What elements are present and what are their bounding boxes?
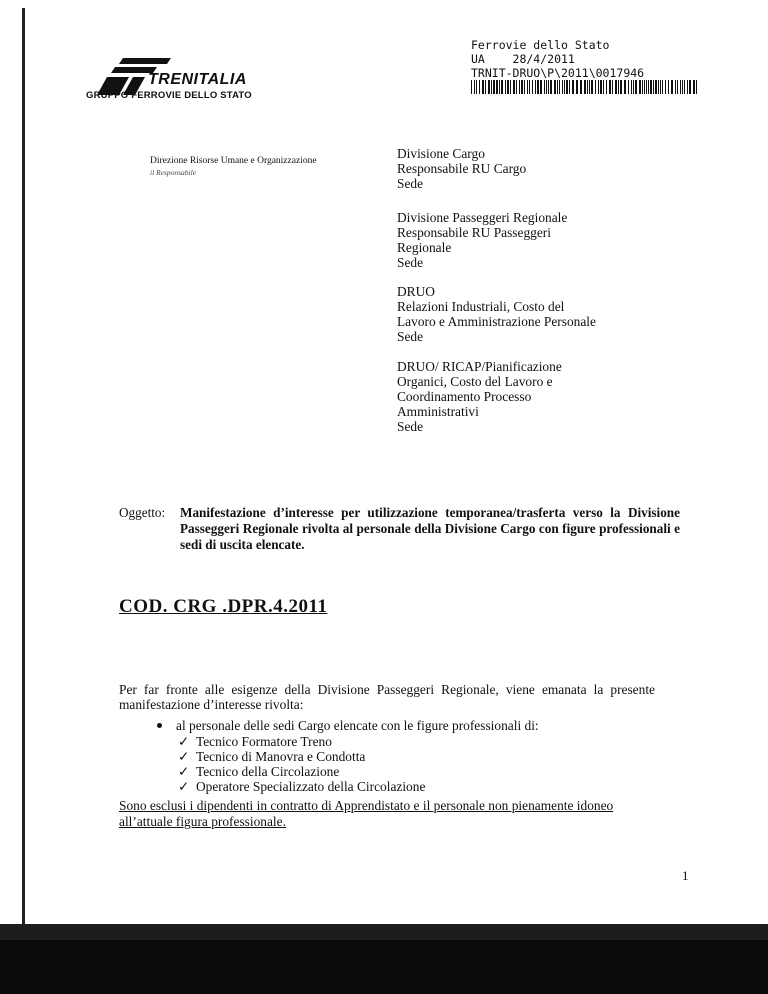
barcode-bar	[689, 80, 691, 94]
barcode-bar	[650, 80, 652, 94]
recipient-line: Sede	[397, 176, 424, 191]
list-item	[178, 749, 425, 764]
barcode-bar	[628, 80, 629, 94]
recipient-line: Divisione Cargo	[397, 146, 485, 161]
barcode-bar	[680, 80, 681, 94]
check-icon: ✓	[178, 779, 190, 794]
barcode-bar	[499, 80, 500, 94]
barcode-bar	[510, 80, 511, 94]
barcode-bar	[485, 80, 486, 94]
recipient-block-passeggeri	[397, 210, 677, 270]
subject-label: Oggetto:	[119, 505, 166, 520]
scan-bottom-band	[0, 924, 768, 940]
barcode-bar	[493, 80, 495, 94]
barcode-bar	[532, 80, 533, 94]
barcode-bar	[624, 80, 626, 94]
barcode-bar	[675, 80, 676, 94]
barcode-bar	[598, 80, 599, 94]
recipient-line: Lavoro e Amministrazione Personale	[397, 314, 596, 329]
barcode-bar	[618, 80, 619, 94]
barcode-bar	[491, 80, 492, 94]
list-item-label: Tecnico della Circolazione	[196, 764, 340, 779]
barcode-bar	[527, 80, 528, 94]
stamp-line-protocol: TRNIT-DRUO\P\2011\0017946	[471, 66, 645, 80]
group-name: GRUPPO FERROVIE DELLO STATO	[86, 90, 252, 101]
barcode-bar	[521, 80, 523, 94]
barcode-bar	[587, 80, 588, 94]
sender-department: Direzione Risorse Umane e Organizzazione	[150, 156, 317, 166]
barcode-bar	[535, 80, 536, 94]
recipient-line: Relazioni Industriali, Costo del	[397, 299, 565, 314]
barcode-bar	[682, 80, 683, 94]
recipient-block-cargo	[397, 146, 677, 191]
barcode-bar	[646, 80, 647, 94]
barcode-bar	[600, 80, 602, 94]
barcode-bar	[635, 80, 637, 94]
recipient-line: Responsabile RU Cargo	[397, 161, 527, 176]
barcode-bar	[548, 80, 549, 94]
barcode-bar	[554, 80, 556, 94]
barcode-bar	[519, 80, 520, 94]
check-icon: ✓	[178, 764, 190, 779]
recipient-line: Organici, Costo del Lavoro e	[397, 374, 553, 389]
barcode-bar	[644, 80, 645, 94]
bullet-icon	[157, 723, 162, 728]
barcode-bar	[507, 80, 509, 94]
recipient-line: Coordinamento Processo	[397, 389, 532, 404]
barcode-bar	[642, 80, 643, 94]
barcode-bar	[620, 80, 622, 94]
barcode-bar	[668, 80, 669, 94]
list-item	[178, 779, 425, 794]
recipient-line: Regionale	[397, 240, 452, 255]
barcode-bar	[687, 80, 688, 94]
barcode-bar	[474, 80, 475, 94]
barcode-bar	[505, 80, 506, 94]
list-item	[178, 764, 425, 779]
barcode-bar	[665, 80, 666, 94]
barcode-bar	[557, 80, 558, 94]
barcode-bar	[576, 80, 578, 94]
recipient-line: Amministrativi	[397, 404, 479, 419]
recipient-line: DRUO/ RICAP/Pianificazione	[397, 359, 562, 374]
recipient-line: Responsabile RU Passeggeri	[397, 225, 551, 240]
barcode-bar	[606, 80, 607, 94]
barcode-bar	[572, 80, 574, 94]
barcode-bar	[660, 80, 661, 94]
barcode-bar	[564, 80, 565, 94]
check-icon: ✓	[178, 734, 190, 749]
stamp-line-date: UA 28/4/2011	[471, 52, 575, 66]
exclusion-note: Sono esclusi i dipendenti in contratto di Apprendistato e il personale non pienamente idoneo all’attuale figura professionale.	[119, 798, 614, 829]
barcode-bar	[612, 80, 613, 94]
barcode-bar	[566, 80, 568, 94]
barcode-bar	[671, 80, 673, 94]
list-item-label: Tecnico Formatore Treno	[196, 734, 332, 749]
barcode-bar	[550, 80, 552, 94]
barcode-bar	[603, 80, 604, 94]
barcode-bar	[580, 80, 582, 94]
barcode-bar	[537, 80, 539, 94]
barcode-bar	[562, 80, 563, 94]
list-item-label: Tecnico di Manovra e Condotta	[196, 749, 366, 764]
barcode-bar	[693, 80, 695, 94]
barcode-bar	[540, 80, 542, 94]
barcode-bar	[595, 80, 596, 94]
barcode-bar	[655, 80, 657, 94]
barcode-bar	[648, 80, 649, 94]
barcode-bar	[516, 80, 517, 94]
recipient-line: Sede	[397, 419, 424, 434]
barcode-bar	[569, 80, 570, 94]
barcode-bar	[559, 80, 560, 94]
barcode-bar	[591, 80, 593, 94]
barcode-bar	[609, 80, 611, 94]
barcode-bar	[631, 80, 632, 94]
barcode-bar	[524, 80, 525, 94]
barcode-bar	[658, 80, 659, 94]
check-icon: ✓	[178, 749, 190, 764]
recipient-line: Divisione Passeggeri Regionale	[397, 210, 568, 225]
list-item-label: Operatore Specializzato della Circolazione	[196, 779, 426, 794]
list-item	[178, 734, 425, 749]
recipient-block-ricap	[397, 359, 677, 434]
barcode-bar	[653, 80, 654, 94]
subject-text: Manifestazione d’interesse per utilizzazione temporanea/trasferta verso la Divisione Passeggeri Regionale rivolta al personale della Divisione Cargo con figure professionali e sedi di uscita elencate.	[180, 505, 680, 552]
barcode-bar	[546, 80, 547, 94]
barcode-bar	[529, 80, 530, 94]
recipient-block-druo	[397, 284, 677, 344]
stamp-line-org: Ferrovie dello Stato	[471, 38, 610, 52]
recipient-line: Sede	[397, 329, 424, 344]
barcode-bar	[589, 80, 590, 94]
barcode-bar	[513, 80, 515, 94]
protocol-stamp	[471, 38, 644, 80]
barcode-bar	[677, 80, 678, 94]
sender-role: il Responsabile	[150, 168, 197, 177]
barcode-bar	[544, 80, 545, 94]
barcode-bar	[482, 80, 484, 94]
barcode-bar	[476, 80, 477, 94]
bullet-text: al personale delle sedi Cargo elencate con le figure professionali di:	[176, 718, 539, 733]
barcode-bar	[633, 80, 634, 94]
scan-margin-line	[22, 8, 25, 938]
barcode-bar	[615, 80, 617, 94]
page-number: 1	[682, 868, 689, 883]
profile-list	[178, 734, 425, 794]
barcode-bar	[501, 80, 503, 94]
recipient-line: Sede	[397, 255, 424, 270]
brand-name: TRENITALIA	[148, 71, 247, 88]
barcode	[471, 80, 699, 94]
barcode-bar	[639, 80, 641, 94]
barcode-bar	[496, 80, 498, 94]
barcode-bar	[696, 80, 697, 94]
barcode-bar	[662, 80, 663, 94]
intro-paragraph: Per far fronte alle esigenze della Divisione Passeggeri Regionale, viene emanata la presente manifestazione d’interesse rivolta:	[119, 682, 655, 712]
barcode-bar	[488, 80, 490, 94]
recipient-line: DRUO	[397, 284, 435, 299]
barcode-bar	[471, 80, 472, 94]
barcode-bar	[584, 80, 586, 94]
barcode-bar	[479, 80, 480, 94]
document-code: COD. CRG .DPR.4.2011	[119, 596, 328, 617]
barcode-bar	[684, 80, 685, 94]
